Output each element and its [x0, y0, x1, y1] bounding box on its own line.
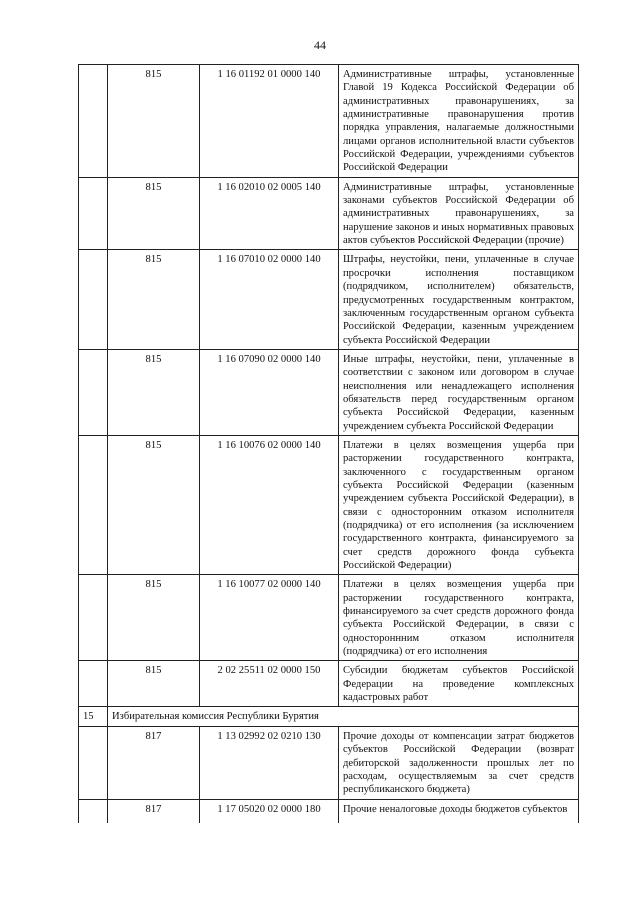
row-number-cell: [79, 435, 108, 574]
row-number-cell: [79, 250, 108, 349]
row-number-cell: [79, 349, 108, 435]
table-row: [79, 661, 579, 707]
revenue-name-cell: Административные штрафы, установленные законами субъектов Российской Федерации об административных правонарушениях, за нарушение законов и иных нормативных правовых актов субъектов Российской Федерации (прочие): [339, 177, 579, 250]
revenue-name-cell: Платежи в целях возмещения ущерба при расторжении государственного контракта, финансируемого за счет средств дорожного фонда субъекта Российской Федерации, в связи с одностороннним отказом исполнителя (подрядчика) от его исполнения: [339, 575, 579, 661]
organization-row: [79, 707, 579, 726]
revenue-code-cell: 1 13 02992 02 0210 130: [200, 726, 339, 799]
admin-code-cell: 815: [108, 575, 200, 661]
page-number: 44: [314, 38, 326, 52]
revenue-code-cell: 1 16 07010 02 0000 140: [200, 250, 339, 349]
table-row: [79, 575, 579, 661]
organization-name-cell: Избирательная комиссия Республики Бурятия: [108, 707, 579, 726]
revenue-code-cell: 2 02 25511 02 0000 150: [200, 661, 339, 707]
admin-code-cell: 817: [108, 726, 200, 799]
row-number-cell: [79, 661, 108, 707]
revenue-name-cell: Платежи в целях возмещения ущерба при расторжении государственного контракта, заключенного с государственным органом субъекта Российской Федерации (казенным учреждением субъекта Российской Федерации), в связи с односторонним отказом исполнителя (подрядчика) от его исполнения (за исключением государственного контракта, финансируемого за счет средств дорожного фонда субъекта Российской Федерации): [339, 435, 579, 574]
revenue-code-cell: 1 16 07090 02 0000 140: [200, 349, 339, 435]
revenue-name-cell: Штрафы, неустойки, пени, уплаченные в случае просрочки исполнения поставщиком (подрядчиком, исполнителем) обязательств, предусмотренных государственным контрактом, заключенным государственным органом субъекта Российской Федерации, казенным учреждением субъекта Российской Федерации: [339, 250, 579, 349]
revenue-name-cell: Прочие доходы от компенсации затрат бюджетов субъектов Российской Федерации (возврат дебиторской задолженности прошлых лет по расходам, осуществляемым за счет средств республиканского бюджета): [339, 726, 579, 799]
revenue-code-cell: 1 16 10077 02 0000 140: [200, 575, 339, 661]
revenue-name-cell: Иные штрафы, неустойки, пени, уплаченные в соответствии с законом или договором в случае неисполнения или ненадлежащего исполнения обязательств перед государственным органом субъекта Российской Федерации, казенным учреждением субъекта Российской Федерации: [339, 349, 579, 435]
row-number-cell: [79, 65, 108, 178]
table-row: [79, 177, 579, 250]
row-number-cell: 15: [79, 707, 108, 726]
row-number-cell: [79, 726, 108, 799]
admin-code-cell: 817: [108, 799, 200, 823]
revenue-code-cell: 1 17 05020 02 0000 180: [200, 799, 339, 823]
revenue-codes-table: [78, 64, 579, 823]
table-row: [79, 799, 579, 823]
table-row: [79, 726, 579, 799]
revenue-code-cell: 1 16 02010 02 0005 140: [200, 177, 339, 250]
row-number-cell: [79, 177, 108, 250]
revenue-code-cell: 1 16 10076 02 0000 140: [200, 435, 339, 574]
admin-code-cell: 815: [108, 435, 200, 574]
admin-code-cell: 815: [108, 349, 200, 435]
revenue-name-cell: Субсидии бюджетам субъектов Российской Федерации на проведение комплексных кадастровых работ: [339, 661, 579, 707]
revenue-name-cell: Административные штрафы, установленные Главой 19 Кодекса Российской Федерации об административных правонарушениях, за административные правонарушения против порядка управления, налагаемые должностными лицами органов исполнительной власти субъектов Российской Федерации, учреждениями субъектов Российской Федерации: [339, 65, 579, 178]
row-number-cell: [79, 799, 108, 823]
revenue-name-cell: Прочие неналоговые доходы бюджетов субъектов: [339, 799, 579, 823]
admin-code-cell: 815: [108, 661, 200, 707]
admin-code-cell: 815: [108, 177, 200, 250]
table-row: [79, 435, 579, 574]
table-row: [79, 65, 579, 178]
admin-code-cell: 815: [108, 250, 200, 349]
row-number-cell: [79, 575, 108, 661]
table-row: [79, 349, 579, 435]
admin-code-cell: 815: [108, 65, 200, 178]
table-row: [79, 250, 579, 349]
revenue-code-cell: 1 16 01192 01 0000 140: [200, 65, 339, 178]
